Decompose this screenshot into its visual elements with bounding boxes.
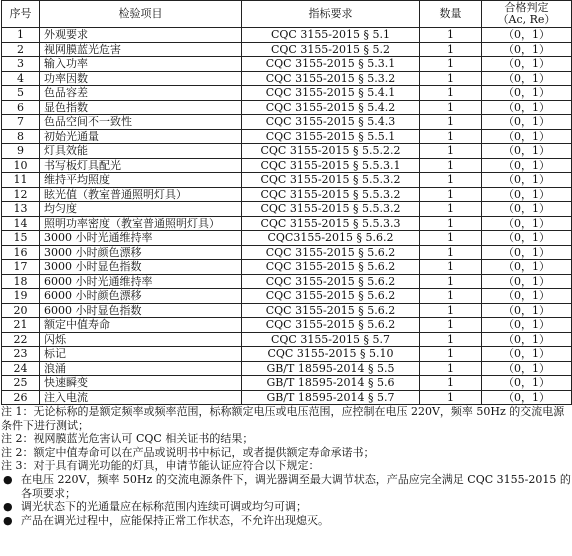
- table-row: [2, 318, 572, 333]
- table-row: [2, 231, 572, 246]
- row-seq: 11: [2, 173, 40, 188]
- row-requirement: GB/T 18595-2014 § 5.5: [242, 361, 420, 376]
- table-row: [2, 100, 572, 115]
- row-seq: 15: [2, 231, 40, 246]
- row-requirement: GB/T 18595-2014 § 5.6: [242, 376, 420, 391]
- row-seq: 25: [2, 376, 40, 391]
- note-2: 注 2：视网膜蓝光危害认可 CQC 相关证书的结果；: [1, 432, 254, 446]
- row-item: 快速瞬变: [40, 376, 242, 391]
- note-4: 注 3：对于具有调光功能的灯具，申请节能认证应符合以下规定：: [1, 459, 320, 473]
- row-quantity: 1: [420, 347, 482, 362]
- row-requirement: CQC 3155-2015 § 5.5.1: [242, 129, 420, 144]
- row-item: 标记: [40, 347, 242, 362]
- row-judgement: （0，1）: [482, 187, 572, 202]
- row-judgement: （0，1）: [482, 71, 572, 86]
- table-row: [2, 260, 572, 275]
- row-item: 3000 小时颜色漂移: [40, 245, 242, 260]
- row-judgement: （0，1）: [482, 202, 572, 217]
- table-row: [2, 202, 572, 217]
- row-quantity: 1: [420, 144, 482, 159]
- row-judgement: （0，1）: [482, 260, 572, 275]
- row-quantity: 1: [420, 202, 482, 217]
- table-row: [2, 42, 572, 57]
- row-item: 3000 小时显色指数: [40, 260, 242, 275]
- row-seq: 4: [2, 71, 40, 86]
- row-item: 外观要求: [40, 28, 242, 43]
- row-item: 3000 小时光通维持率: [40, 231, 242, 246]
- row-quantity: 1: [420, 100, 482, 115]
- table-row: [2, 187, 572, 202]
- row-judgement: （0，1）: [482, 144, 572, 159]
- row-seq: 24: [2, 361, 40, 376]
- row-judgement: （0，1）: [482, 28, 572, 43]
- row-seq: 7: [2, 115, 40, 130]
- row-quantity: 1: [420, 115, 482, 130]
- table-row: [2, 332, 572, 347]
- inspection-table: [1, 0, 572, 405]
- row-seq: 9: [2, 144, 40, 159]
- row-requirement: CQC 3155-2015 § 5.4.2: [242, 100, 420, 115]
- bullet-text-3: 产品在调光过程中，应能保持正常工作状态，不允许出现熄灭。: [21, 513, 329, 527]
- row-quantity: 1: [420, 361, 482, 376]
- table-header-row: [2, 1, 572, 28]
- table-row: [2, 361, 572, 376]
- row-quantity: 1: [420, 28, 482, 43]
- row-judgement: （0，1）: [482, 390, 572, 405]
- bullet-text-1: 在电压 220V，频率 50Hz 的交流电源条件下，调光器调至最大调节状态，产品应完全满足 CQC 3155-2015 的: [21, 472, 571, 486]
- row-requirement: CQC 3155-2015 § 5.6.2: [242, 245, 420, 260]
- row-seq: 10: [2, 158, 40, 173]
- row-seq: 14: [2, 216, 40, 231]
- row-item: 浪涌: [40, 361, 242, 376]
- row-quantity: 1: [420, 129, 482, 144]
- table-row: [2, 71, 572, 86]
- row-requirement: CQC 3155-2015 § 5.3.1: [242, 57, 420, 72]
- row-judgement: （0，1）: [482, 42, 572, 57]
- table-row: [2, 289, 572, 304]
- row-item: 维持平均照度: [40, 173, 242, 188]
- header-seq: 序号: [2, 1, 40, 28]
- row-quantity: 1: [420, 86, 482, 101]
- row-judgement: （0，1）: [482, 173, 572, 188]
- row-item: 书写板灯具配光: [40, 158, 242, 173]
- row-requirement: CQC 3155-2015 § 5.7: [242, 332, 420, 347]
- row-seq: 20: [2, 303, 40, 318]
- row-item: 6000 小时颜色漂移: [40, 289, 242, 304]
- row-item: 眩光值（教室普通照明灯具）: [40, 187, 242, 202]
- table-row: [2, 86, 572, 101]
- row-seq: 21: [2, 318, 40, 333]
- row-judgement: （0，1）: [482, 274, 572, 289]
- row-requirement: CQC3155-2015 § 5.6.2: [242, 231, 420, 246]
- row-judgement: （0，1）: [482, 158, 572, 173]
- row-item: 显色指数: [40, 100, 242, 115]
- header-item: 检验项目: [40, 1, 242, 28]
- row-judgement: （0，1）: [482, 115, 572, 130]
- note-1-line2: 条件下进行测试；: [1, 418, 89, 432]
- bullet-item-1-cont: [1, 487, 571, 501]
- row-quantity: 1: [420, 245, 482, 260]
- row-quantity: 1: [420, 289, 482, 304]
- row-requirement: CQC 3155-2015 § 5.1: [242, 28, 420, 43]
- row-item: 视网膜蓝光危害: [40, 42, 242, 57]
- table-row: [2, 376, 572, 391]
- row-item: 输入功率: [40, 57, 242, 72]
- row-requirement: CQC 3155-2015 § 5.6.2: [242, 274, 420, 289]
- row-seq: 6: [2, 100, 40, 115]
- row-seq: 2: [2, 42, 40, 57]
- row-quantity: 1: [420, 57, 482, 72]
- bullet-item-3: [1, 514, 571, 528]
- row-seq: 18: [2, 274, 40, 289]
- bullet-text-2: 调光状态下的光通量应在标称范围内连续可调或均匀可调；: [21, 500, 307, 514]
- row-requirement: CQC 3155-2015 § 5.5.3.2: [242, 202, 420, 217]
- table-row: [2, 129, 572, 144]
- row-quantity: 1: [420, 260, 482, 275]
- row-judgement: （0，1）: [482, 129, 572, 144]
- row-quantity: 1: [420, 274, 482, 289]
- row-requirement: CQC 3155-2015 § 5.5.3.2: [242, 173, 420, 188]
- table-row: [2, 274, 572, 289]
- row-quantity: 1: [420, 318, 482, 333]
- row-judgement: （0，1）: [482, 347, 572, 362]
- row-seq: 13: [2, 202, 40, 217]
- row-requirement: CQC 3155-2015 § 5.2: [242, 42, 420, 57]
- table-row: [2, 245, 572, 260]
- header-quantity: 数量: [420, 1, 482, 28]
- row-item: 色品容差: [40, 86, 242, 101]
- bullet-icon: ●: [3, 513, 13, 527]
- row-seq: 3: [2, 57, 40, 72]
- row-seq: 22: [2, 332, 40, 347]
- row-requirement: CQC 3155-2015 § 5.5.3.1: [242, 158, 420, 173]
- row-item: 照明功率密度（教室普通照明灯具）: [40, 216, 242, 231]
- row-judgement: （0，1）: [482, 318, 572, 333]
- row-quantity: 1: [420, 216, 482, 231]
- row-judgement: （0，1）: [482, 100, 572, 115]
- table-row: [2, 144, 572, 159]
- row-judgement: （0，1）: [482, 361, 572, 376]
- row-item: 均匀度: [40, 202, 242, 217]
- table-row: [2, 57, 572, 72]
- row-seq: 19: [2, 289, 40, 304]
- row-item: 6000 小时显色指数: [40, 303, 242, 318]
- note-3: 注 2：额定中值寿命可以在产品或说明书中标记，或者提供额定寿命承诺书；: [1, 445, 375, 459]
- bullet-icon: ●: [3, 500, 13, 514]
- row-requirement: CQC 3155-2015 § 5.5.3.2: [242, 187, 420, 202]
- row-judgement: （0，1）: [482, 231, 572, 246]
- row-requirement: CQC 3155-2015 § 5.6.2: [242, 289, 420, 304]
- row-quantity: 1: [420, 187, 482, 202]
- row-judgement: （0，1）: [482, 303, 572, 318]
- row-item: 注入电流: [40, 390, 242, 405]
- row-quantity: 1: [420, 332, 482, 347]
- row-item: 6000 小时光通维持率: [40, 274, 242, 289]
- row-item: 功率因数: [40, 71, 242, 86]
- table-row: [2, 173, 572, 188]
- row-judgement: （0，1）: [482, 289, 572, 304]
- row-seq: 1: [2, 28, 40, 43]
- row-requirement: CQC 3155-2015 § 5.6.2: [242, 318, 420, 333]
- row-quantity: 1: [420, 303, 482, 318]
- header-judgement-line2: （Ac, Re）: [497, 13, 556, 26]
- row-quantity: 1: [420, 376, 482, 391]
- row-item: 初始光通量: [40, 129, 242, 144]
- row-quantity: 1: [420, 42, 482, 57]
- row-judgement: （0，1）: [482, 216, 572, 231]
- header-judgement: [482, 1, 572, 28]
- table-body: [2, 28, 572, 405]
- row-requirement: CQC 3155-2015 § 5.3.2: [242, 71, 420, 86]
- row-seq: 26: [2, 390, 40, 405]
- row-judgement: （0，1）: [482, 332, 572, 347]
- bullet-icon: ●: [3, 472, 13, 486]
- row-seq: 23: [2, 347, 40, 362]
- row-quantity: 1: [420, 231, 482, 246]
- table-row: [2, 158, 572, 173]
- row-quantity: 1: [420, 173, 482, 188]
- row-item: 闪烁: [40, 332, 242, 347]
- table-row: [2, 115, 572, 130]
- row-seq: 17: [2, 260, 40, 275]
- header-requirement: 指标要求: [242, 1, 420, 28]
- table-row: [2, 390, 572, 405]
- bullet-item-1: [1, 473, 571, 487]
- note-1-line1: 注 1：无论标称的是额定频率或频率范围，标称额定电压或电压范围，应控制在电压 220V，频率 50Hz 的交流电源: [1, 405, 565, 418]
- table-row: [2, 216, 572, 231]
- row-quantity: 1: [420, 158, 482, 173]
- row-quantity: 1: [420, 71, 482, 86]
- row-requirement: CQC 3155-2015 § 5.6.2: [242, 260, 420, 275]
- row-item: 色品空间不一致性: [40, 115, 242, 130]
- row-seq: 8: [2, 129, 40, 144]
- row-judgement: （0，1）: [482, 376, 572, 391]
- row-quantity: 1: [420, 390, 482, 405]
- table-row: [2, 347, 572, 362]
- row-requirement: GB/T 18595-2014 § 5.7: [242, 390, 420, 405]
- bullet-item-2: [1, 500, 571, 514]
- row-requirement: CQC 3155-2015 § 5.5.2.2: [242, 144, 420, 159]
- row-item: 额定中值寿命: [40, 318, 242, 333]
- table-row: [2, 28, 572, 43]
- row-seq: 5: [2, 86, 40, 101]
- header-judgement-line1: 合格判定: [504, 1, 549, 14]
- row-judgement: （0，1）: [482, 57, 572, 72]
- row-requirement: CQC 3155-2015 § 5.4.3: [242, 115, 420, 130]
- row-seq: 16: [2, 245, 40, 260]
- notes-section: [1, 405, 571, 527]
- table-row: [2, 303, 572, 318]
- row-requirement: CQC 3155-2015 § 5.4.1: [242, 86, 420, 101]
- bullet-text-1-cont: 各项要求；: [21, 486, 76, 500]
- row-requirement: CQC 3155-2015 § 5.5.3.3: [242, 216, 420, 231]
- row-seq: 12: [2, 187, 40, 202]
- row-judgement: （0，1）: [482, 245, 572, 260]
- row-item: 灯具效能: [40, 144, 242, 159]
- row-requirement: CQC 3155-2015 § 5.6.2: [242, 303, 420, 318]
- row-requirement: CQC 3155-2015 § 5.10: [242, 347, 420, 362]
- row-judgement: （0，1）: [482, 86, 572, 101]
